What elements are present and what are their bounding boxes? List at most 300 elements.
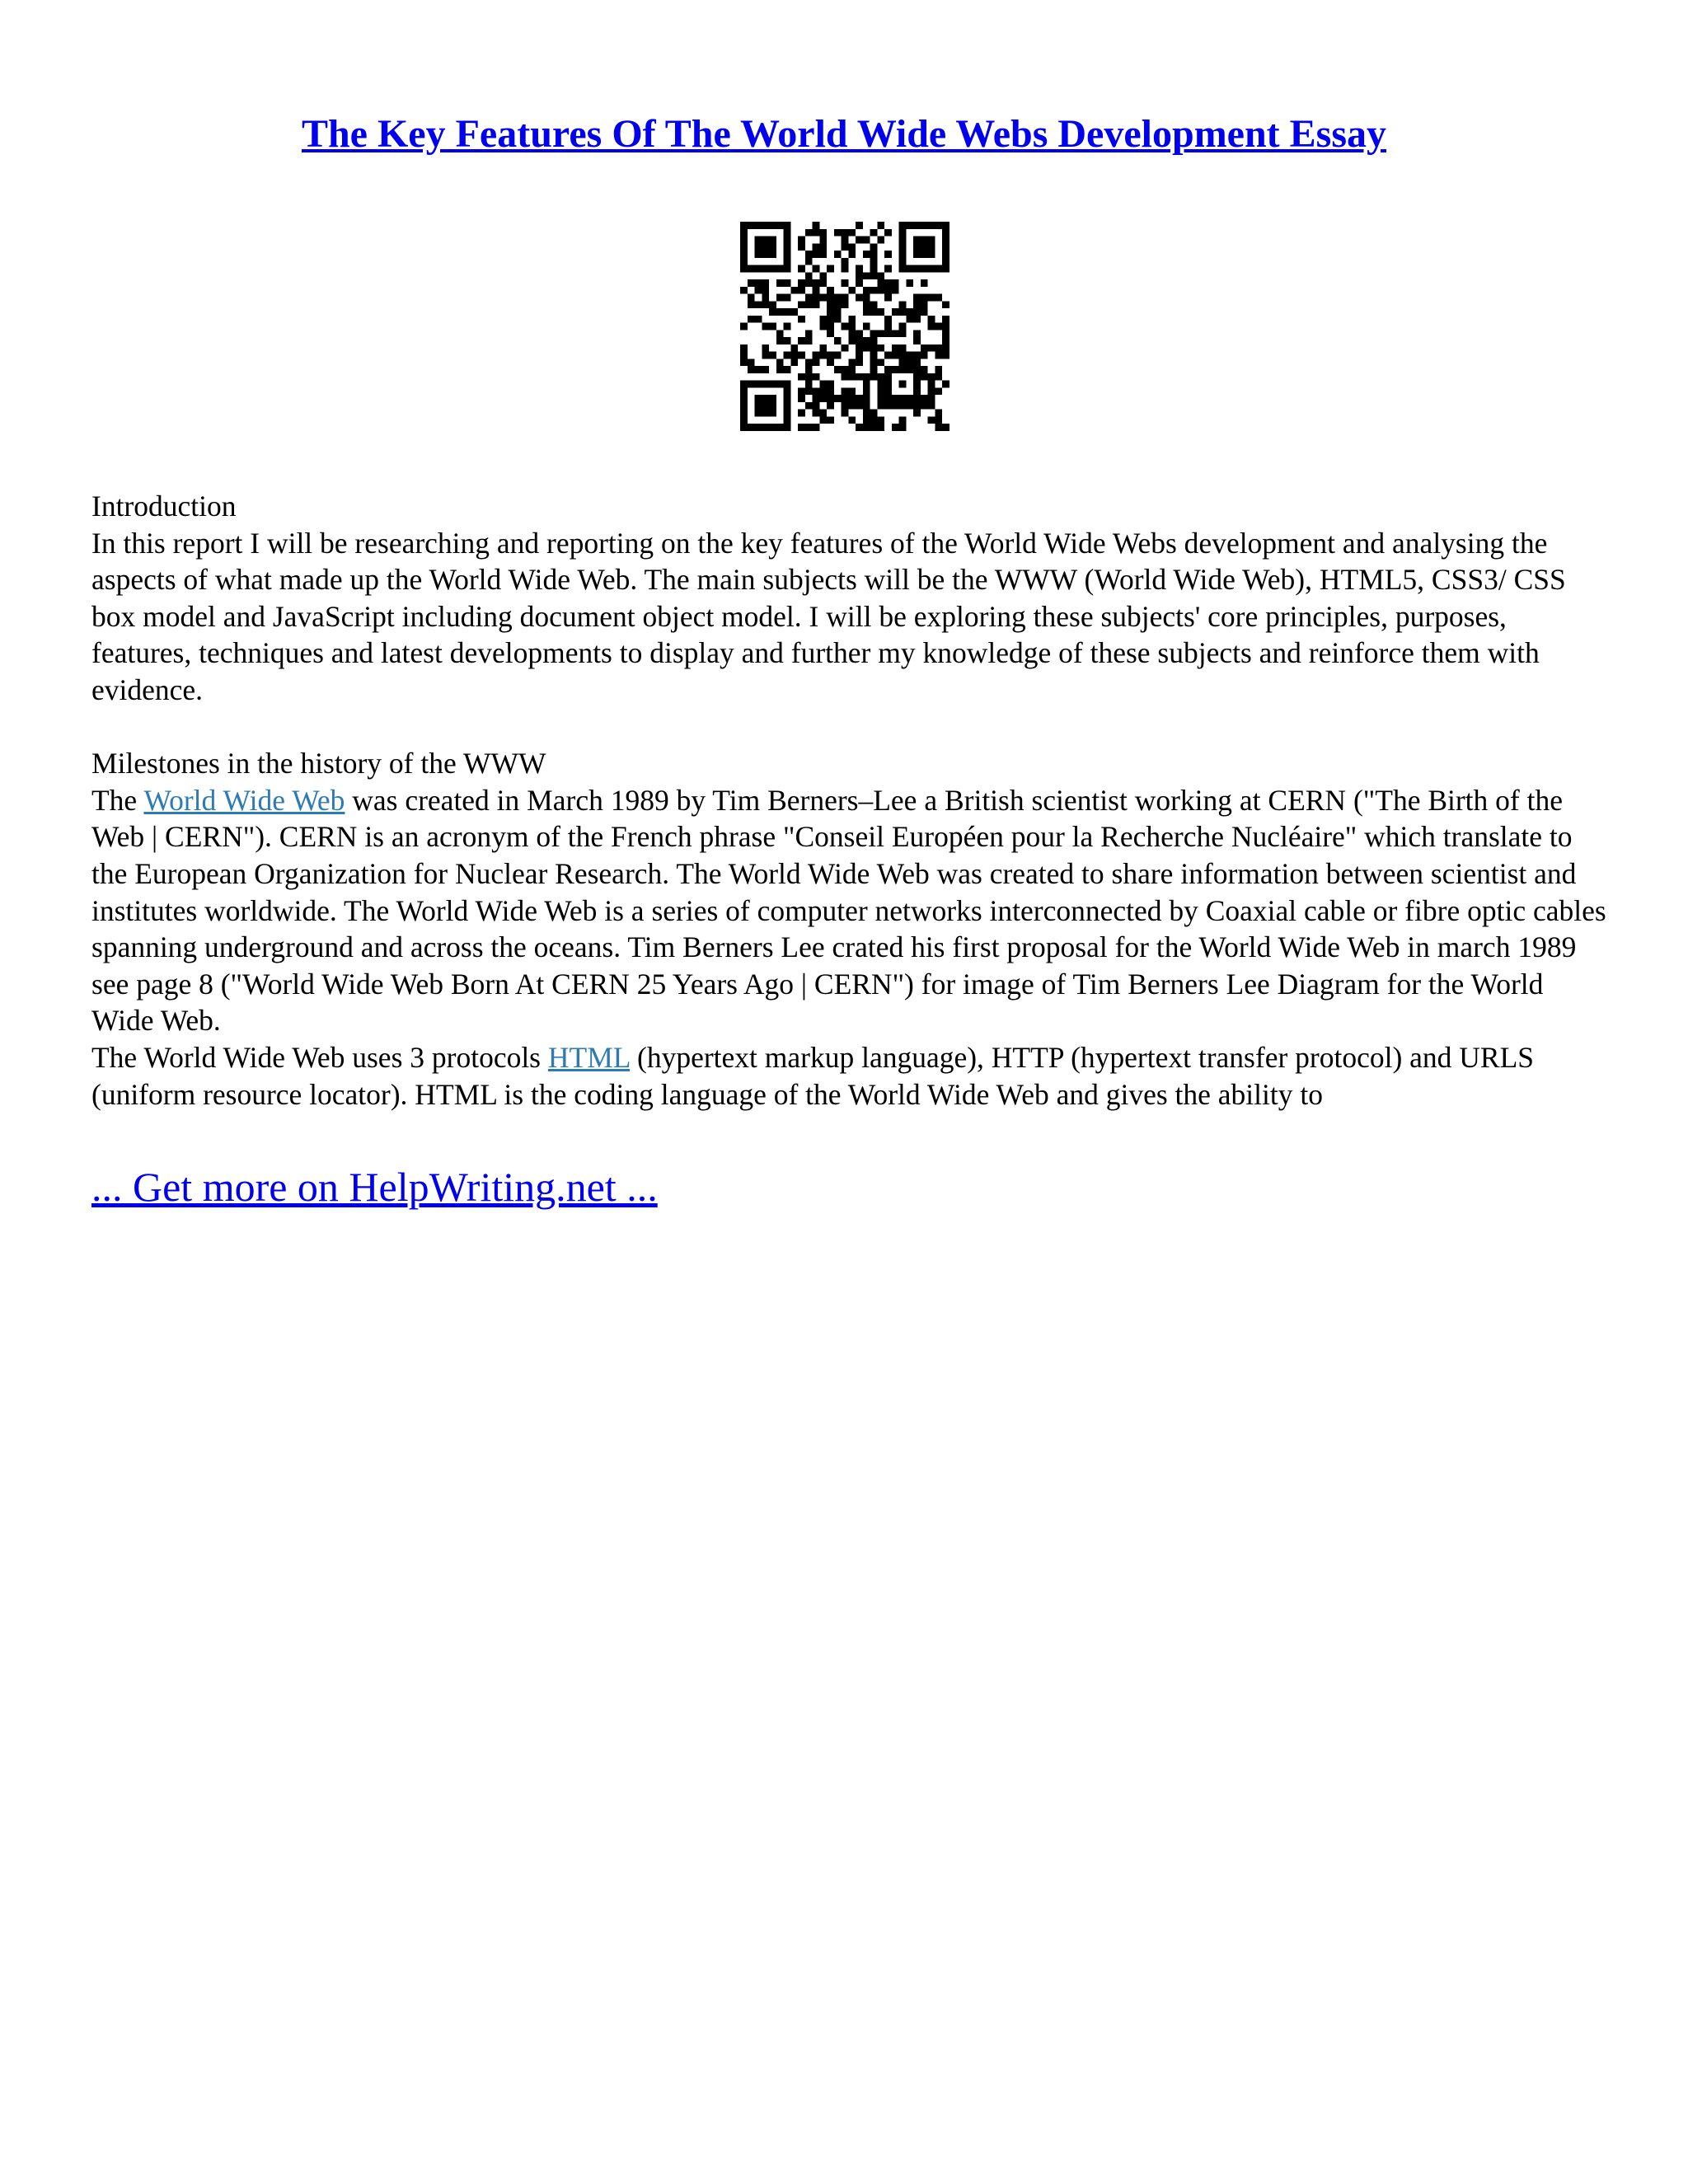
qr-module: [805, 359, 813, 366]
qr-module: [913, 359, 921, 366]
qr-module: [884, 352, 892, 359]
qr-module: [892, 395, 899, 402]
qr-module: [856, 237, 863, 244]
qr-module: [805, 330, 813, 337]
qr-module: [877, 272, 884, 279]
qr-module: [928, 416, 935, 424]
qr-module: [884, 381, 892, 388]
qr-module: [856, 344, 863, 352]
qr-module: [848, 323, 856, 330]
qr-module: [863, 395, 870, 402]
qr-module: [856, 279, 863, 287]
qr-module: [856, 352, 863, 359]
qr-module: [848, 243, 856, 251]
qr-module: [769, 243, 776, 251]
qr-module: [842, 373, 849, 381]
qr-module: [740, 237, 748, 244]
qr-code-icon: [740, 222, 950, 431]
qr-module: [842, 402, 849, 410]
qr-module: [784, 279, 791, 287]
qr-module: [935, 294, 942, 302]
qr-module: [913, 308, 921, 316]
qr-module: [942, 265, 950, 273]
qr-module: [892, 366, 899, 373]
qr-module: [798, 279, 805, 287]
qr-module: [784, 294, 791, 302]
qr-module: [776, 308, 784, 316]
qr-module: [884, 373, 892, 381]
qr-module: [870, 258, 878, 265]
qr-module: [834, 294, 842, 302]
qr-module: [935, 366, 942, 373]
qr-module: [762, 366, 769, 373]
qr-module: [748, 366, 755, 373]
qr-module: [776, 222, 784, 229]
qr-module: [805, 337, 813, 344]
qr-module: [755, 265, 762, 273]
qr-module: [813, 359, 820, 366]
qr-module: [928, 395, 935, 402]
qr-module: [805, 373, 813, 381]
qr-module: [740, 251, 748, 258]
qr-module: [784, 222, 791, 229]
qr-module: [899, 222, 907, 229]
qr-module: [942, 330, 950, 337]
qr-module: [784, 251, 791, 258]
qr-module: [877, 373, 884, 381]
qr-module: [848, 316, 856, 323]
qr-module: [913, 352, 921, 359]
qr-module: [834, 366, 842, 373]
qr-module: [928, 387, 935, 395]
qr-module: [755, 316, 762, 323]
qr-module: [769, 265, 776, 273]
qr-module: [842, 237, 849, 244]
qr-module: [834, 316, 842, 323]
milestones-paragraph: [91, 782, 1608, 1039]
qr-module: [813, 287, 820, 294]
qr-module: [921, 395, 928, 402]
qr-module: [899, 251, 907, 258]
qr-module: [813, 402, 820, 410]
qr-module: [748, 222, 755, 229]
qr-module: [813, 301, 820, 308]
qr-module: [740, 387, 748, 395]
qr-module: [892, 308, 899, 316]
qr-module: [769, 424, 776, 431]
qr-module: [884, 323, 892, 330]
qr-module: [935, 410, 942, 417]
qr-module: [798, 373, 805, 381]
qr-module: [755, 287, 762, 294]
qr-module: [755, 366, 762, 373]
qr-module: [884, 287, 892, 294]
qr-module: [870, 344, 878, 352]
qr-module: [827, 359, 834, 366]
qr-module: [798, 301, 805, 308]
qr-module: [819, 352, 827, 359]
qr-module: [842, 366, 849, 373]
qr-module: [899, 416, 907, 424]
qr-module: [813, 395, 820, 402]
qr-module: [762, 395, 769, 402]
qr-module: [784, 424, 791, 431]
qr-module: [755, 251, 762, 258]
qr-module: [813, 387, 820, 395]
qr-module: [921, 344, 928, 352]
html-link[interactable]: HTML: [547, 1040, 631, 1074]
qr-module: [863, 373, 870, 381]
qr-module: [784, 410, 791, 417]
qr-module: [863, 294, 870, 302]
qr-module: [813, 265, 820, 273]
qr-module: [863, 337, 870, 344]
qr-module: [928, 381, 935, 388]
qr-module: [776, 337, 784, 344]
qr-module: [870, 410, 878, 417]
qr-module: [798, 352, 805, 359]
qr-module: [921, 265, 928, 273]
qr-module: [848, 229, 856, 237]
qr-module: [769, 308, 776, 316]
qr-module: [921, 279, 928, 287]
qr-module: [899, 243, 907, 251]
qr-module: [877, 402, 884, 410]
qr-module: [798, 287, 805, 294]
qr-module: [877, 279, 884, 287]
qr-module: [899, 330, 907, 337]
qr-module: [892, 424, 899, 431]
qr-module: [856, 222, 863, 229]
qr-module: [899, 258, 907, 265]
qr-module: [906, 402, 913, 410]
qr-module: [942, 237, 950, 244]
qr-module: [784, 402, 791, 410]
qr-module: [776, 330, 784, 337]
qr-module: [798, 337, 805, 344]
qr-module: [740, 416, 748, 424]
qr-module: [784, 416, 791, 424]
qr-module: [921, 366, 928, 373]
qr-module: [921, 251, 928, 258]
qr-module: [928, 316, 935, 323]
qr-module: [870, 301, 878, 308]
qr-module: [842, 387, 849, 395]
qr-module: [842, 243, 849, 251]
qr-module: [848, 402, 856, 410]
qr-module: [827, 387, 834, 395]
qr-module: [748, 301, 755, 308]
qr-module: [942, 222, 950, 229]
qr-module: [870, 352, 878, 359]
qr-module: [884, 229, 892, 237]
qr-module: [769, 301, 776, 308]
qr-module: [784, 243, 791, 251]
qr-module: [762, 381, 769, 388]
qr-module: [769, 410, 776, 417]
qr-module: [827, 402, 834, 410]
qr-module: [755, 222, 762, 229]
qr-module: [827, 330, 834, 337]
qr-module: [848, 395, 856, 402]
paragraph-spacer: [91, 709, 1608, 746]
qr-module: [848, 373, 856, 381]
qr-module: [848, 330, 856, 337]
qr-module: [884, 279, 892, 287]
qr-module: [877, 237, 884, 244]
qr-module: [935, 373, 942, 381]
qr-module: [870, 330, 878, 337]
qr-module: [827, 308, 834, 316]
qr-module: [906, 265, 913, 273]
qr-module: [863, 410, 870, 417]
qr-module: [805, 251, 813, 258]
qr-module: [856, 272, 863, 279]
qr-module: [877, 308, 884, 316]
qr-module: [942, 301, 950, 308]
qr-module: [748, 424, 755, 431]
qr-module: [921, 243, 928, 251]
qr-module: [834, 229, 842, 237]
qr-module: [813, 229, 820, 237]
get-more-link[interactable]: ... Get more on HelpWriting.net ...: [91, 1164, 658, 1210]
qr-module: [813, 373, 820, 381]
qr-module: [819, 229, 827, 237]
qr-module: [870, 265, 878, 273]
qr-module: [913, 330, 921, 337]
qr-module: [913, 381, 921, 388]
qr-module: [942, 381, 950, 388]
qr-module: [834, 337, 842, 344]
qr-module: [935, 352, 942, 359]
qr-module: [805, 258, 813, 265]
qr-module: [790, 287, 798, 294]
qr-module: [762, 222, 769, 229]
qr-module: [776, 294, 784, 302]
qr-module: [928, 294, 935, 302]
qr-module: [798, 395, 805, 402]
qr-module: [769, 222, 776, 229]
qr-module: [921, 352, 928, 359]
qr-module: [842, 265, 849, 273]
qr-module: [762, 323, 769, 330]
qr-module: [928, 251, 935, 258]
qr-module: [827, 265, 834, 273]
qr-module: [899, 359, 907, 366]
qr-module: [863, 287, 870, 294]
qr-module: [805, 294, 813, 302]
qr-module: [935, 344, 942, 352]
qr-module: [769, 237, 776, 244]
qr-module: [784, 337, 791, 344]
qr-module: [870, 229, 878, 237]
qr-module: [740, 410, 748, 417]
qr-module: [755, 243, 762, 251]
qr-module: [762, 251, 769, 258]
qr-module: [899, 344, 907, 352]
qr-module: [813, 352, 820, 359]
qr-module: [740, 402, 748, 410]
qr-module: [813, 243, 820, 251]
qr-module: [935, 222, 942, 229]
qr-module: [813, 424, 820, 431]
qr-module: [884, 402, 892, 410]
qr-module: [863, 301, 870, 308]
qr-module: [842, 323, 849, 330]
qr-module: [740, 424, 748, 431]
document-title: [0, 105, 1688, 163]
qr-module: [776, 424, 784, 431]
title-link[interactable]: The Key Features Of The World Wide Webs Development Essay: [301, 112, 1387, 156]
qr-module: [884, 316, 892, 323]
qr-module: [935, 387, 942, 395]
intro-heading: Introduction: [91, 490, 237, 523]
qr-module: [848, 287, 856, 294]
qr-module: [776, 359, 784, 366]
qr-module: [877, 330, 884, 337]
qr-module: [740, 243, 748, 251]
qr-module: [776, 381, 784, 388]
qr-module: [899, 237, 907, 244]
qr-module: [842, 410, 849, 417]
qr-module: [769, 402, 776, 410]
qr-module: [819, 316, 827, 323]
qr-module: [827, 395, 834, 402]
document-body: [91, 488, 1608, 1113]
qr-module: [798, 410, 805, 417]
qr-module: [798, 424, 805, 431]
qr-module: [921, 308, 928, 316]
qr-module: [798, 316, 805, 323]
qr-module: [913, 387, 921, 395]
qr-module: [784, 265, 791, 273]
qr-module: [827, 381, 834, 388]
qr-module: [870, 287, 878, 294]
qr-module: [827, 323, 834, 330]
qr-module: [784, 387, 791, 395]
qr-module: [863, 387, 870, 395]
qr-module: [892, 330, 899, 337]
qr-module: [913, 366, 921, 373]
qr-module: [748, 279, 755, 287]
qr-module: [819, 251, 827, 258]
qr-module: [877, 387, 884, 395]
qr-module: [805, 387, 813, 395]
qr-module: [863, 381, 870, 388]
qr-module: [827, 416, 834, 424]
qr-module: [884, 387, 892, 395]
qr-module: [928, 323, 935, 330]
qr-module: [805, 381, 813, 388]
qr-module: [935, 424, 942, 431]
qr-module: [892, 402, 899, 410]
qr-module: [769, 251, 776, 258]
qr-module: [834, 251, 842, 258]
qr-module: [899, 381, 907, 388]
qr-module: [848, 416, 856, 424]
qr-module: [870, 373, 878, 381]
qr-module: [819, 344, 827, 352]
qr-module: [856, 395, 863, 402]
qr-module: [762, 402, 769, 410]
qr-module: [899, 366, 907, 373]
qr-module: [928, 373, 935, 381]
qr-module: [870, 366, 878, 373]
qr-module: [740, 323, 748, 330]
qr-module: [913, 222, 921, 229]
qr-module: [762, 237, 769, 244]
qr-module: [776, 265, 784, 273]
qr-module: [755, 237, 762, 244]
protocols-text-rest: (hypertext markup language), HTTP (hypertext transfer protocol) and URLS (uniform resource locator). HTML is the coding language of the World Wide Web and gives the ability to: [91, 1040, 1535, 1111]
qr-module: [755, 410, 762, 417]
qr-module: [819, 410, 827, 417]
qr-module: [827, 352, 834, 359]
qr-module: [755, 279, 762, 287]
qr-module: [848, 359, 856, 366]
qr-module: [819, 243, 827, 251]
qr-module: [899, 265, 907, 273]
qr-module: [755, 381, 762, 388]
qr-module: [942, 424, 950, 431]
qr-module: [870, 337, 878, 344]
qr-module: [790, 344, 798, 352]
qr-module: [863, 323, 870, 330]
qr-module: [870, 359, 878, 366]
qr-module: [856, 294, 863, 302]
qr-module: [906, 308, 913, 316]
qr-module: [834, 352, 842, 359]
qr-module: [913, 265, 921, 273]
qr-module: [921, 301, 928, 308]
qr-module: [842, 294, 849, 302]
qr-module: [899, 402, 907, 410]
qr-module: [784, 229, 791, 237]
qr-module: [942, 337, 950, 344]
qr-module: [863, 424, 870, 431]
qr-module: [921, 222, 928, 229]
protocols-paragraph: [91, 1039, 1608, 1113]
qr-module: [870, 424, 878, 431]
protocols-text-start: The World Wide Web uses 3 protocols: [91, 1040, 548, 1074]
qr-module: [740, 265, 748, 273]
qr-module: [762, 287, 769, 294]
qr-module: [755, 424, 762, 431]
qr-module: [848, 366, 856, 373]
qr-module: [928, 265, 935, 273]
world-wide-web-link[interactable]: World Wide Web: [143, 783, 345, 817]
qr-module: [784, 381, 791, 388]
qr-module: [906, 279, 913, 287]
qr-module: [899, 424, 907, 431]
qr-module: [784, 366, 791, 373]
qr-module: [870, 308, 878, 316]
qr-module: [942, 229, 950, 237]
qr-module: [769, 395, 776, 402]
qr-module: [913, 243, 921, 251]
qr-module: [877, 344, 884, 352]
qr-module: [863, 344, 870, 352]
qr-module: [842, 258, 849, 265]
qr-module: [877, 416, 884, 424]
qr-module: [913, 395, 921, 402]
qr-module: [884, 251, 892, 258]
qr-module: [906, 352, 913, 359]
qr-module: [819, 387, 827, 395]
qr-module: [784, 308, 791, 316]
qr-module: [892, 344, 899, 352]
qr-module: [769, 352, 776, 359]
